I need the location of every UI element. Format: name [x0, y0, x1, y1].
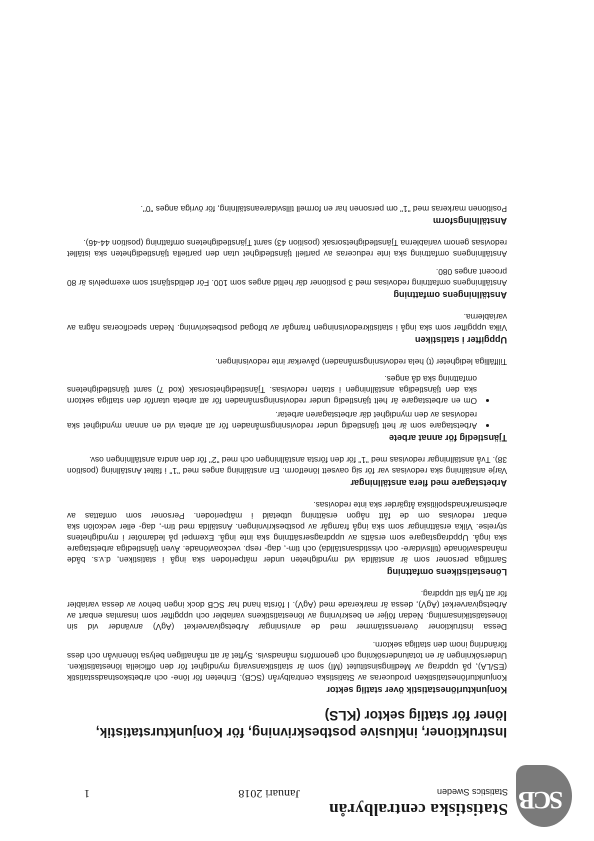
- organization-name: Statistiska centralbyrån: [328, 800, 508, 819]
- list-item: • Om en arbetstagare är helt tjänstledig under redovisningsmånaden för att arbeta utanför den statliga sektorn ska den tjänstlediga anställningen i staten redovisas. Tjänstledighetsorsak (kod 7) samt tjänstledighetens omfattning ska då anges.: [67, 373, 477, 406]
- paragraph: Samtliga personer som är anställda vid myndigheten under mätperioden ska ingå i statistiken, d.v.s. både månadsavlönade (tillsvidare- och visstidsanställda) och tim-, dag- resp. veckoavlönade. Även tjänstlediga arbetstagare ska ingå. Uppdragstagare som ersätts av uppdragsersättning ska inte ingå. Exempel på ledamöter i myndighetens styrelse. Vilka ersättningar som ska ingå framgår av postbeskrivningen. Anställda med tim-, dag- eller veckolön ska enbart redovisas om de fått någon ersättning utbetald i mätperioden. Personer som omfattas av arbetsmarknadspolitiska åtgärder ska inte redovisas.: [67, 500, 507, 565]
- page-number: 1: [84, 787, 90, 801]
- paragraph: Vilka uppgifter som ska ingå i statistikredovisningen framgår av bifogad postbeskrivning. Nedan specificeras några av variablerna.: [67, 312, 507, 333]
- scb-logo: [516, 765, 572, 827]
- scb-logo-text: SCB: [520, 786, 563, 813]
- paragraph: Anställningens omfattning redovisas med 3 positioner där heltid anges som 100. För deltidstjänst som exempelvis är 80 procent anges 080.: [67, 267, 507, 288]
- organization-subtitle: Statistics Sweden: [436, 787, 508, 797]
- document-date: Januari 2018: [238, 787, 300, 801]
- section-heading-intro: Konjunkturlönestatistik över statlig sektor: [326, 685, 507, 695]
- document-title: Instruktioner, inklusive postbeskrivning, för Konjunkturstatistik, löner för statlig sektor (KLS): [95, 708, 507, 740]
- list-item: • Arbetstagare som är helt tjänstledig under redovisningsmånaden för att arbeta vid en annan myndighet ska redovisas av den myndighet där arbetstagaren arbetar.: [67, 409, 477, 431]
- paragraph: Tillfälliga ledigheter (t) hela redovisningsmånaden) påverkar inte redovisningen.: [215, 357, 507, 367]
- paragraph: Positionen markeras med "1" om personen har en formell tillsvidareanställning, för övriga anges "0".: [140, 204, 507, 214]
- section-heading-tjanstledig: Tjänstledig för annat arbete: [388, 433, 507, 443]
- page-header: [12, 765, 572, 827]
- section-heading-lonestatistik: Lönestatistikens omfattning: [386, 567, 507, 577]
- section-heading-omfattning: Anställningens omfattning: [393, 290, 507, 300]
- section-heading-anstallningsform: Anställningsform: [432, 216, 507, 226]
- document-body: [67, 196, 507, 741]
- section-heading-flera-anstallningar: Arbetstagare med flera anställningar: [350, 478, 507, 488]
- paragraph: Dessa instruktioner överensstämmer med de anvisningar Arbetsgivarverket (AgV) använder vid sin lönestatistikinsamling. Nedan följer en beskrivning av lönestatistikens variabler och uppgifter som insamlas enbart av Arbetsgivarverket (AgV), dessa är markerade med (AgV). I första hand har SCB dock ingen behov av dessa variabler för att fylla sitt uppdrag.: [67, 589, 507, 632]
- paragraph: Anställningens omfattning ska inte reduceras av partiell tjänstledighet utan den partiella tjänstledigheten ska istället redovisas genom variablerna Tjänstledighetsorsak (position 43) samt Tjänstledighetens omfattning (position 44-46).: [67, 238, 507, 259]
- paragraph: Konjunkturlönestatistiken produceras av Statistiska centralbyrån (SCB). Enheten för löne- och arbetskostnadsstatistik (ES/LA), på uppdrag av Medlingsinstitutet (MI) som är statistikansvarig myndighet för den officiella lönestatistiken. Undersökningen är en totalundersökning och genomförs månadsvis. Syftet är att månatligen belysa lönenivån och dess förändring inom den statliga sektorn.: [67, 640, 507, 683]
- paragraph: Varje anställning ska redovisas var för sig oavsett lönetform. En anställning anges med "1" i fältet Anställning (position 38). Två anställningar redovisas med "1" för den första anställningen och med "2" för den andra anställningen osv.: [67, 455, 507, 476]
- section-heading-uppgifter: Uppgifter i statistiken: [414, 335, 507, 345]
- bullet-list: [67, 373, 507, 431]
